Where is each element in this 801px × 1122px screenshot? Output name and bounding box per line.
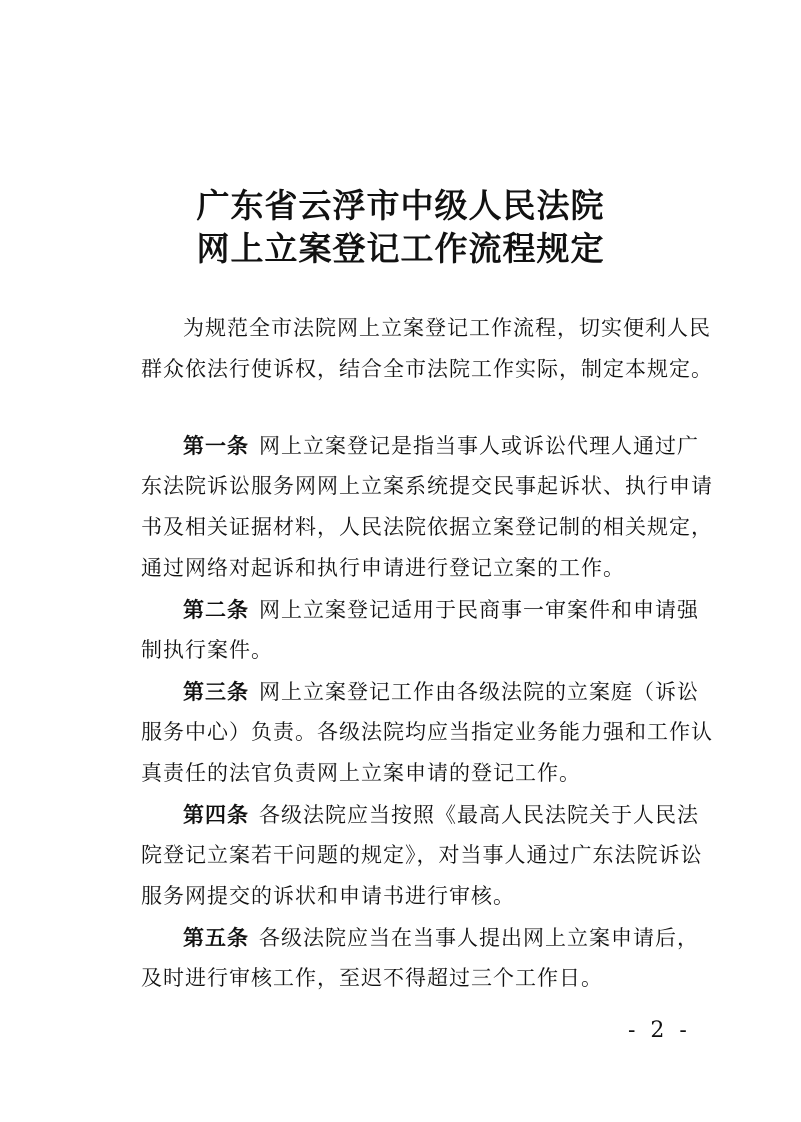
article-text: 各级法院应当在当事人提出网上立案申请后， — [259, 926, 699, 950]
article-1 — [141, 425, 713, 589]
article-line: 书及相关证据材料，人民法院依据立案登记制的相关规定， — [141, 515, 713, 539]
article-2 — [141, 589, 701, 671]
article-label: 第二条 — [183, 597, 249, 622]
document-title-line-1: 广东省云浮市中级人民法院 — [196, 186, 605, 225]
article-first-line — [141, 425, 701, 466]
article-text: 网上立案登记适用于民商事一审案件和申请强 — [259, 598, 699, 622]
article-3 — [141, 671, 713, 794]
article-label: 第一条 — [183, 433, 249, 458]
article-line: 及时进行审核工作，至迟不得超过三个工作日。 — [141, 966, 603, 990]
article-line: 东法院诉讼服务网网上立案系统提交民事起诉状、执行申请 — [141, 474, 713, 498]
article-text: 网上立案登记工作由各级法院的立案庭（诉讼 — [259, 680, 699, 704]
article-label: 第三条 — [183, 679, 249, 704]
article-4 — [141, 794, 701, 917]
preamble-line: 群众依法行使诉权，结合全市法院工作实际，制定本规定。 — [141, 357, 713, 381]
article-line: 真责任的法官负责网上立案申请的登记工作。 — [141, 761, 581, 785]
page-number: - 2 - — [628, 1018, 691, 1043]
article-text: 网上立案登记是指当事人或诉讼代理人通过广 — [259, 434, 699, 458]
preamble-paragraph — [141, 308, 713, 390]
article-first-line — [141, 917, 701, 958]
article-line: 通过网络对起诉和执行申请进行登记立案的工作。 — [141, 556, 625, 580]
article-line: 制执行案件。 — [141, 638, 273, 662]
document-title-line-2: 网上立案登记工作流程规定 — [196, 229, 605, 268]
article-first-line — [141, 671, 701, 712]
article-text: 各级法院应当按照《最高人民法院关于人民法 — [259, 803, 699, 827]
article-label: 第五条 — [183, 925, 249, 950]
article-5 — [141, 917, 701, 999]
article-first-line — [141, 589, 701, 630]
article-label: 第四条 — [183, 802, 249, 827]
article-line: 服务中心）负责。各级法院均应当指定业务能力强和工作认 — [141, 720, 713, 744]
preamble-line: 为规范全市法院网上立案登记工作流程，切实便利人民 — [183, 316, 711, 340]
article-line: 院登记立案若干问题的规定》，对当事人通过广东法院诉讼 — [141, 843, 703, 867]
article-first-line — [141, 794, 701, 835]
article-line: 服务网提交的诉状和申请书进行审核。 — [141, 884, 515, 908]
